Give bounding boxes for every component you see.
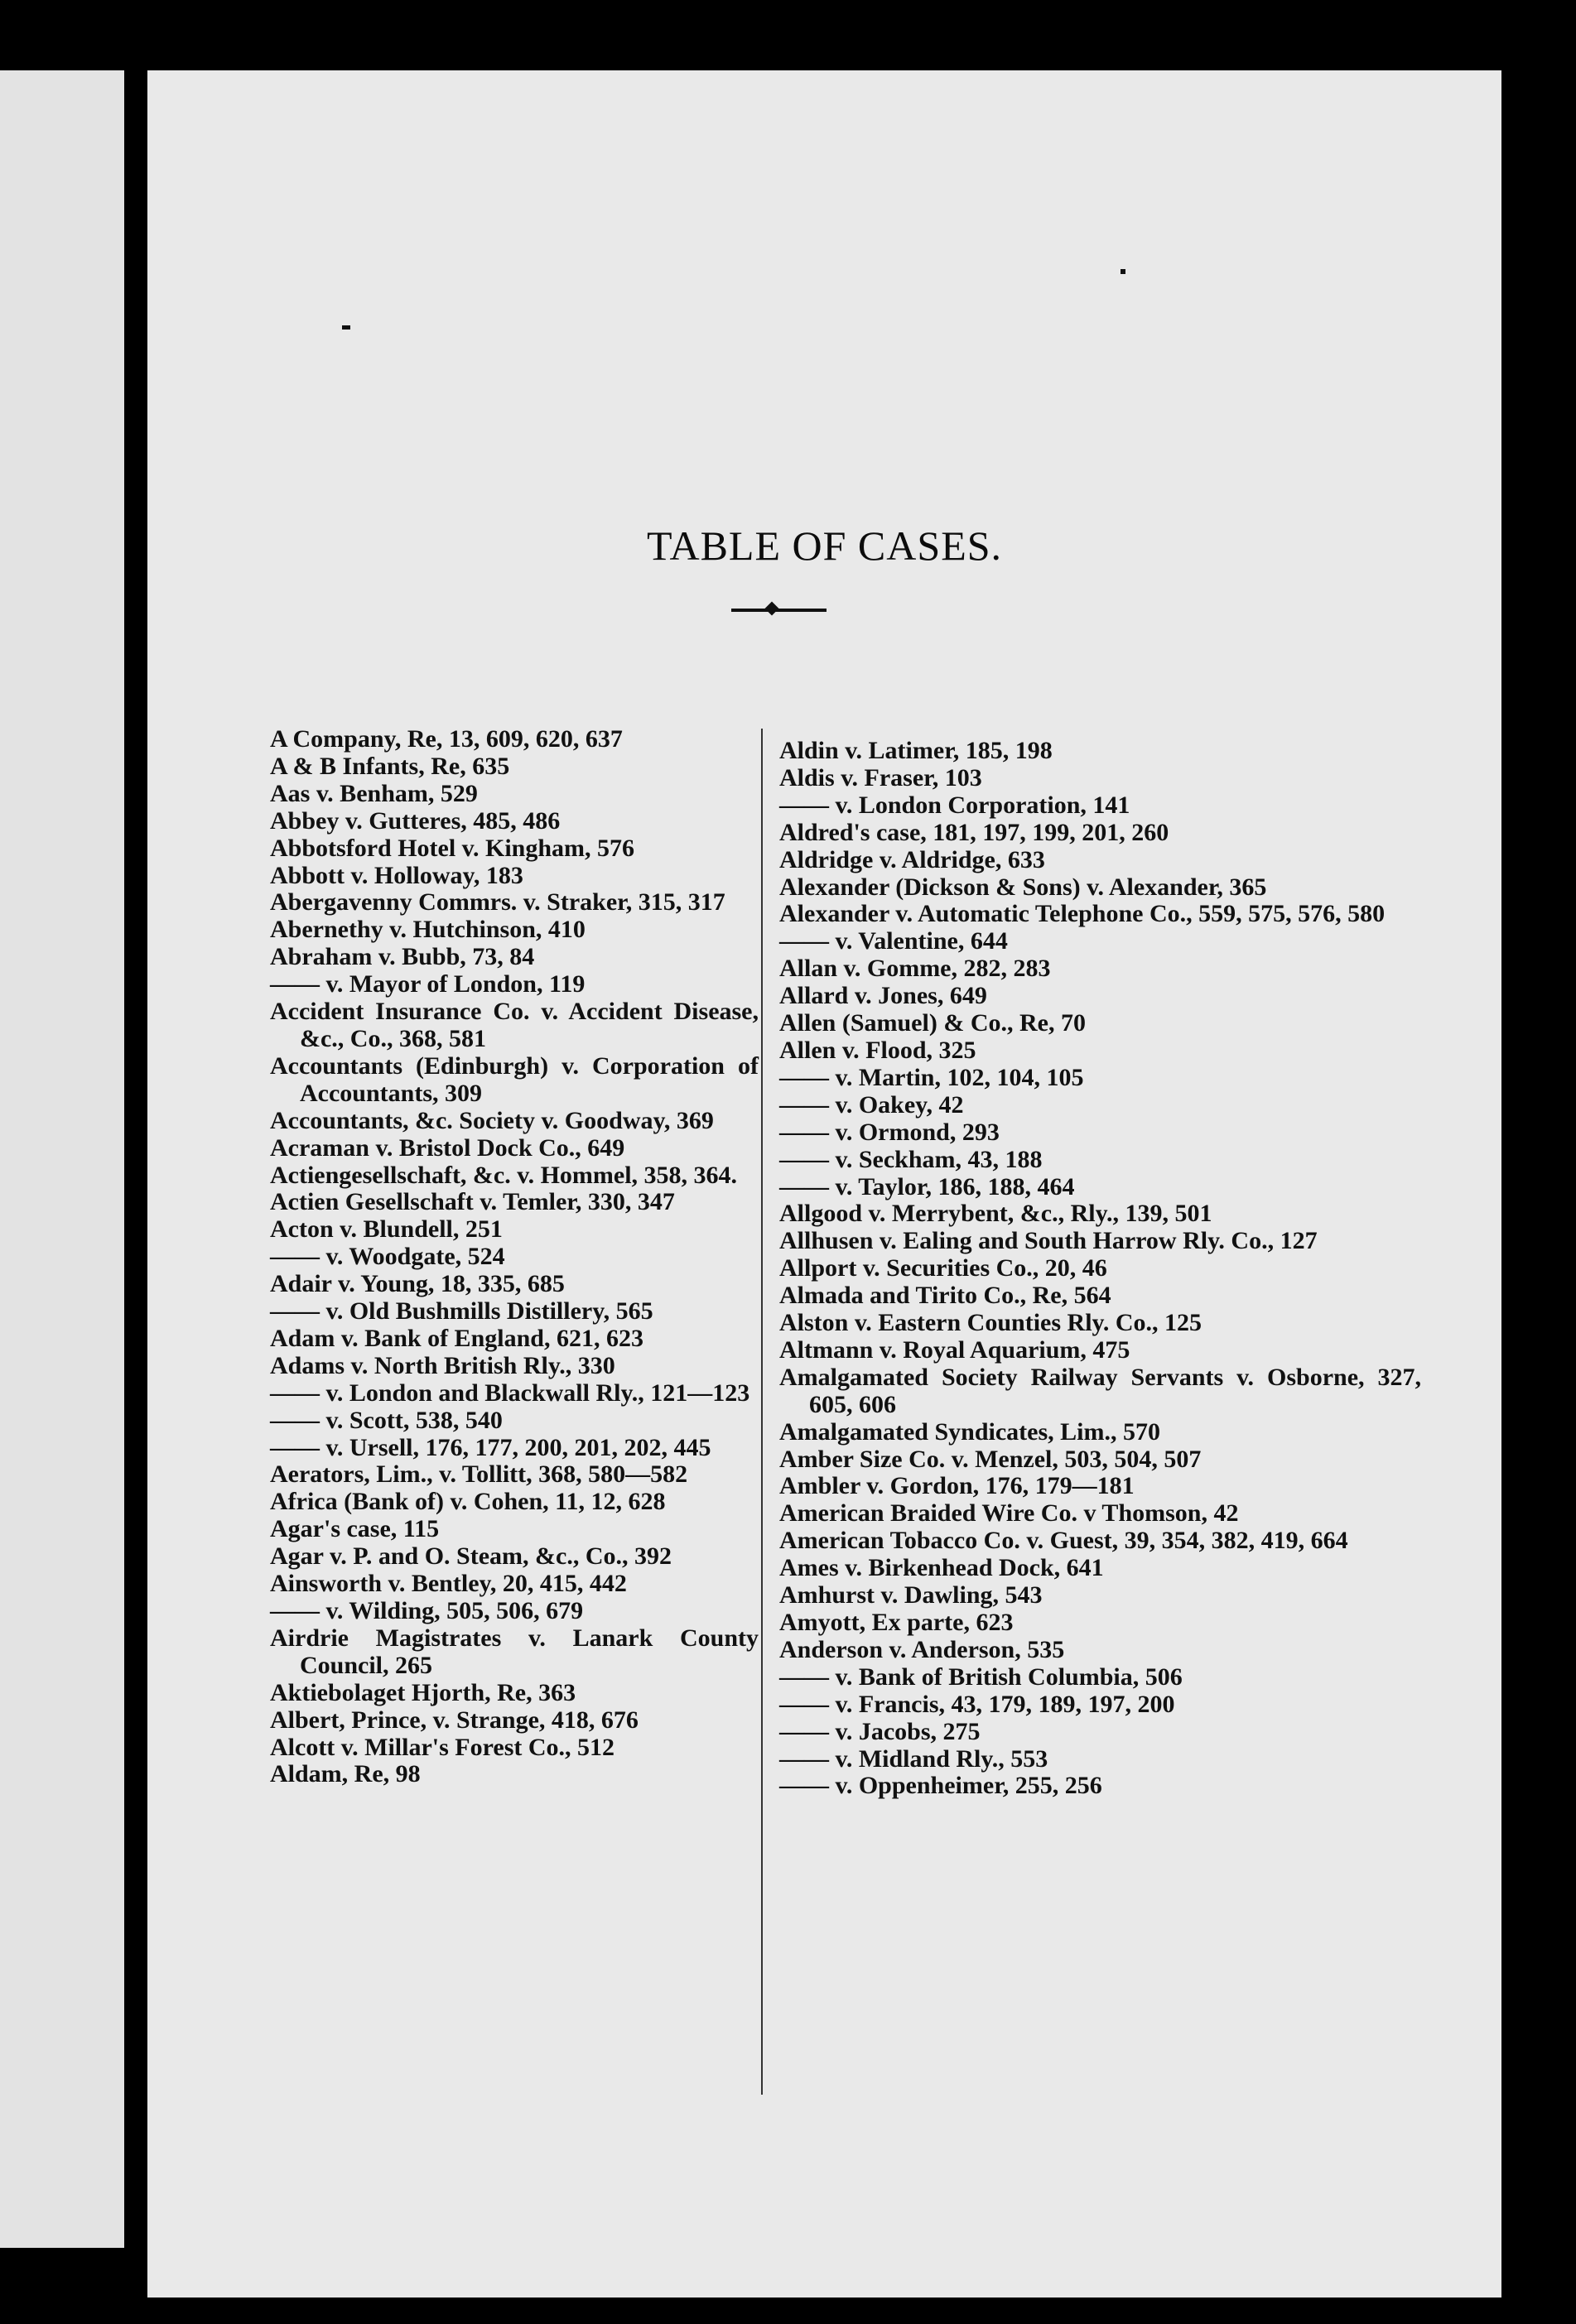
case-entry: Amalgamated Society Railway Servants v. Osborne, 327, 605, 606 — [779, 1363, 1421, 1418]
right-column — [779, 738, 1421, 1800]
case-entry: —— v. Woodgate, 524 — [270, 1243, 505, 1271]
case-entry: Actien Gesellschaft v. Temler, 330, 347 — [270, 1188, 675, 1216]
book-page — [147, 70, 1501, 2298]
case-entry: Adams v. North British Rly., 330 — [270, 1351, 615, 1379]
facing-page-edge — [0, 70, 124, 2248]
case-entry: Amalgamated Syndicates, Lim., 570 — [779, 1417, 1160, 1446]
case-entry: Abernethy v. Hutchinson, 410 — [270, 916, 586, 944]
case-entry: Allen (Samuel) & Co., Re, 70 — [779, 1009, 1086, 1037]
case-entry: Accountants (Edinburgh) v. Corporation of Accountants, 309 — [270, 1051, 759, 1107]
case-entry: Adam v. Bank of England, 621, 623 — [270, 1324, 643, 1352]
case-entry: Aktiebolaget Hjorth, Re, 363 — [270, 1678, 576, 1706]
case-entry: Amhurst v. Dawling, 543 — [779, 1581, 1043, 1609]
case-entry: Alexander (Dickson & Sons) v. Alexander, 365 — [779, 873, 1267, 901]
case-entry: Accident Insurance Co. v. Accident Disease, &c., Co., 368, 581 — [270, 998, 759, 1052]
case-entry: Acraman v. Bristol Dock Co., 649 — [270, 1133, 625, 1162]
case-entry: Acton v. Blundell, 251 — [270, 1215, 503, 1244]
case-entry: Aldin v. Latimer, 185, 198 — [779, 737, 1053, 764]
case-entry: Africa (Bank of) v. Cohen, 11, 12, 628 — [270, 1488, 666, 1516]
case-entry: Ainsworth v. Bentley, 20, 415, 442 — [270, 1570, 627, 1598]
case-entry: Accountants, &c. Society v. Goodway, 369 — [270, 1106, 714, 1134]
case-entry: Alexander v. Automatic Telephone Co., 559, 575, 576, 580 — [779, 900, 1386, 928]
case-entry: Adair v. Young, 18, 335, 685 — [270, 1270, 565, 1298]
case-entry: Aldred's case, 181, 197, 199, 201, 260 — [779, 818, 1169, 846]
case-entry: Amber Size Co. v. Menzel, 503, 504, 507 — [779, 1445, 1202, 1473]
case-entry: Allard v. Jones, 649 — [779, 982, 987, 1010]
case-entry: Ambler v. Gordon, 176, 179—181 — [779, 1472, 1135, 1500]
case-entry: Ames v. Birkenhead Dock, 641 — [779, 1554, 1104, 1582]
case-entry: American Tobacco Co. v. Guest, 39, 354, 382, 419, 664 — [779, 1527, 1348, 1555]
case-entry: —— v. Martin, 102, 104, 105 — [779, 1063, 1084, 1091]
case-entry: Abbotsford Hotel v. Kingham, 576 — [270, 834, 635, 862]
case-entry: —— v. Ormond, 293 — [779, 1118, 1000, 1146]
case-entry: Agar's case, 115 — [270, 1515, 440, 1543]
case-entry: —— v. Valentine, 644 — [779, 927, 1008, 955]
ink-speck — [1121, 269, 1125, 274]
case-entry: Allen v. Flood, 325 — [779, 1036, 976, 1064]
case-entry: —— v. London and Blackwall Rly., 121—123 — [270, 1379, 750, 1407]
case-entry: —— v. Scott, 538, 540 — [270, 1406, 503, 1434]
case-entry: Almada and Tirito Co., Re, 564 — [779, 1282, 1111, 1310]
case-entry: —— v. Mayor of London, 119 — [270, 970, 586, 998]
case-entry: —— v. Old Bushmills Distillery, 565 — [270, 1297, 653, 1326]
case-entry: Abraham v. Bubb, 73, 84 — [270, 943, 535, 971]
case-entry: Aerators, Lim., v. Tollitt, 368, 580—582 — [270, 1460, 688, 1489]
case-entry: Allgood v. Merrybent, &c., Rly., 139, 501 — [779, 1200, 1212, 1228]
case-entry: Anderson v. Anderson, 535 — [779, 1635, 1065, 1663]
case-entry: Aldis v. Fraser, 103 — [779, 763, 982, 792]
case-entry: —— v. London Corporation, 141 — [779, 791, 1130, 819]
case-entry: Abergavenny Commrs. v. Straker, 315, 317 — [270, 888, 725, 917]
case-entry: Allan v. Gomme, 282, 283 — [779, 955, 1051, 983]
case-entry: Agar v. P. and O. Steam, &c., Co., 392 — [270, 1542, 672, 1571]
case-entry: Abbey v. Gutteres, 485, 486 — [270, 806, 561, 835]
ink-speck — [342, 325, 350, 330]
case-entry: —— v. Midland Rly., 553 — [779, 1744, 1048, 1773]
case-entry: Abbott v. Holloway, 183 — [270, 861, 523, 889]
page-title: TABLE OF CASES. — [646, 522, 1003, 569]
case-entry: —— v. Wilding, 505, 506, 679 — [270, 1597, 584, 1624]
case-entry: —— v. Oppenheimer, 255, 256 — [779, 1772, 1102, 1800]
case-entry: American Braided Wire Co. v Thomson, 42 — [779, 1499, 1239, 1528]
case-entry: A Company, Re, 13, 609, 620, 637 — [270, 725, 623, 753]
case-entry: Altmann v. Royal Aquarium, 475 — [779, 1335, 1130, 1364]
case-entry: Allport v. Securities Co., 20, 46 — [779, 1254, 1107, 1282]
case-entry: Actiengesellschaft, &c. v. Hommel, 358, 364. — [270, 1161, 738, 1189]
left-column — [270, 726, 759, 1788]
case-entry: Albert, Prince, v. Strange, 418, 676 — [270, 1706, 639, 1734]
title-ornament-rule — [731, 609, 827, 612]
title-ornament-diamond — [765, 602, 779, 616]
case-entry: Aldam, Re, 98 — [270, 1760, 421, 1788]
case-entry: —— v. Jacobs, 275 — [779, 1717, 981, 1745]
column-divider — [761, 729, 763, 2095]
case-entry: Airdrie Magistrates v. Lanark County Council, 265 — [270, 1624, 759, 1679]
case-entry: —— v. Bank of British Columbia, 506 — [779, 1662, 1183, 1691]
case-entry: A & B Infants, Re, 635 — [270, 752, 510, 780]
case-entry: —— v. Ursell, 176, 177, 200, 201, 202, 445 — [270, 1433, 711, 1461]
case-entry: Alcott v. Millar's Forest Co., 512 — [270, 1733, 615, 1761]
case-entry: —— v. Oakey, 42 — [779, 1090, 964, 1119]
case-entry: Aas v. Benham, 529 — [270, 779, 478, 807]
case-entry: —— v. Taylor, 186, 188, 464 — [779, 1172, 1075, 1200]
case-entry: Allhusen v. Ealing and South Harrow Rly. Co., 127 — [779, 1227, 1318, 1255]
case-entry: Aldridge v. Aldridge, 633 — [779, 845, 1045, 873]
case-entry: —— v. Seckham, 43, 188 — [779, 1145, 1043, 1173]
case-entry: —— v. Francis, 43, 179, 189, 197, 200 — [779, 1690, 1175, 1718]
case-entry: Amyott, Ex parte, 623 — [779, 1609, 1014, 1636]
case-entry: Alston v. Eastern Counties Rly. Co., 125 — [779, 1309, 1202, 1337]
